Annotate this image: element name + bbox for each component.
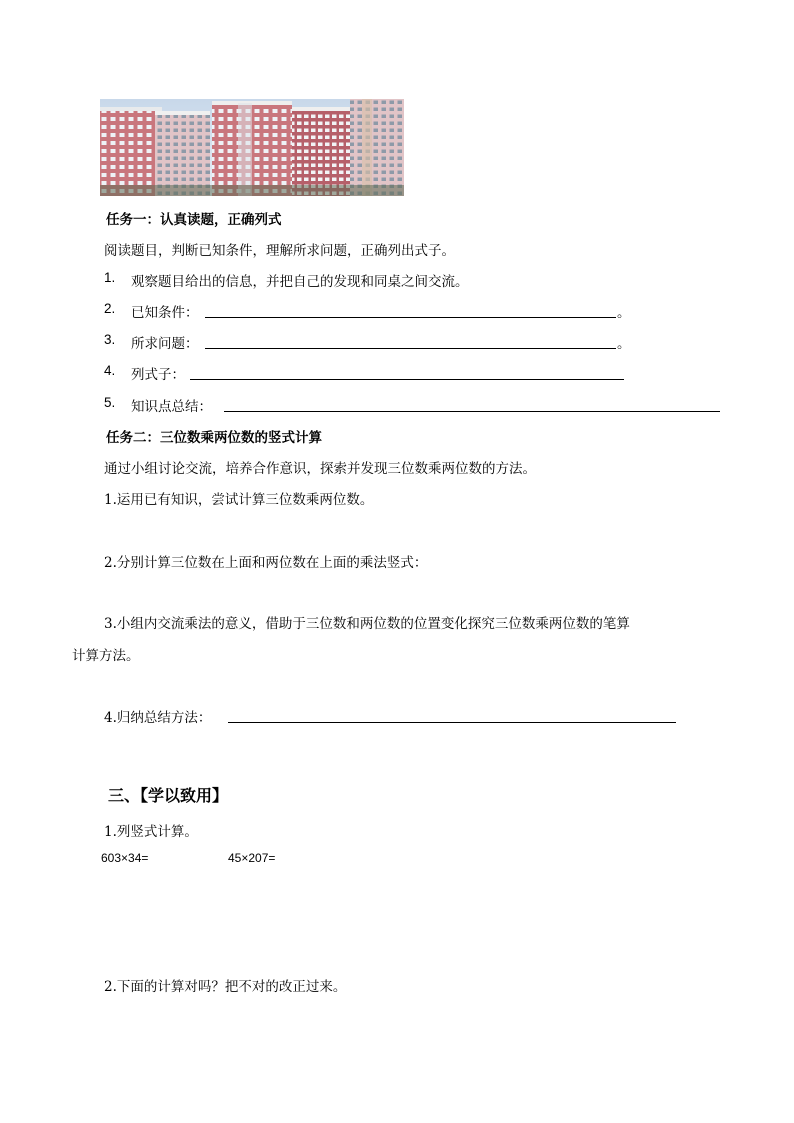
section3-q1: 1.列竖式计算。 [104,824,198,840]
task1-item2-end: 。 [617,305,631,321]
task1-item2-num: 2. [104,301,116,316]
task1-title: 任务一：认真读题，正确列式 [106,212,282,228]
apartment-buildings-photo [100,99,404,196]
expression-603x34: 603×34= [101,851,149,865]
question-asked-blank[interactable] [205,348,616,349]
task2-item3-line1: 3.小组内交流乘法的意义，借助于三位数和两位数的位置变化探究三位数乘两位数的笔算 [104,616,630,632]
task1-intro: 阅读题目，判断已知条件，理解所求问题，正确列出式子。 [104,243,455,259]
task1-item2-label: 已知条件： [131,305,199,321]
task2-intro: 通过小组讨论交流，培养合作意识，探索并发现三位数乘两位数的方法。 [104,461,536,477]
equation-blank[interactable] [190,379,624,380]
expression-45x207: 45×207= [228,851,276,865]
task1-item1-num: 1. [104,270,116,285]
task2-item2: 2.分别计算三位数在上面和两位数在上面的乘法竖式： [104,555,428,571]
task1-item3-end: 。 [617,336,631,352]
task1-item5-label: 知识点总结： [131,399,212,415]
task2-item4-label: 4.归纳总结方法： [104,710,212,726]
task2-item1: 1.运用已有知识，尝试计算三位数乘两位数。 [104,492,374,508]
known-conditions-blank[interactable] [205,317,616,318]
task1-item4-label: 列式子： [131,367,185,383]
knowledge-summary-blank[interactable] [224,411,720,412]
task1-item3-label: 所求问题： [131,336,199,352]
task1-item5-num: 5. [104,395,116,410]
section3-title: 三、【学以致用】 [108,786,229,805]
task1-item1-text: 观察题目给出的信息，并把自己的发现和同桌之间交流。 [131,274,469,290]
task1-item3-num: 3. [104,332,116,347]
task2-title: 任务二：三位数乘两位数的竖式计算 [106,430,322,446]
method-summary-blank[interactable] [228,722,676,723]
task2-item3-line2: 计算方法。 [72,648,140,664]
section3-q2: 2.下面的计算对吗？把不对的改正过来。 [104,979,347,995]
task1-item4-num: 4. [104,363,116,378]
